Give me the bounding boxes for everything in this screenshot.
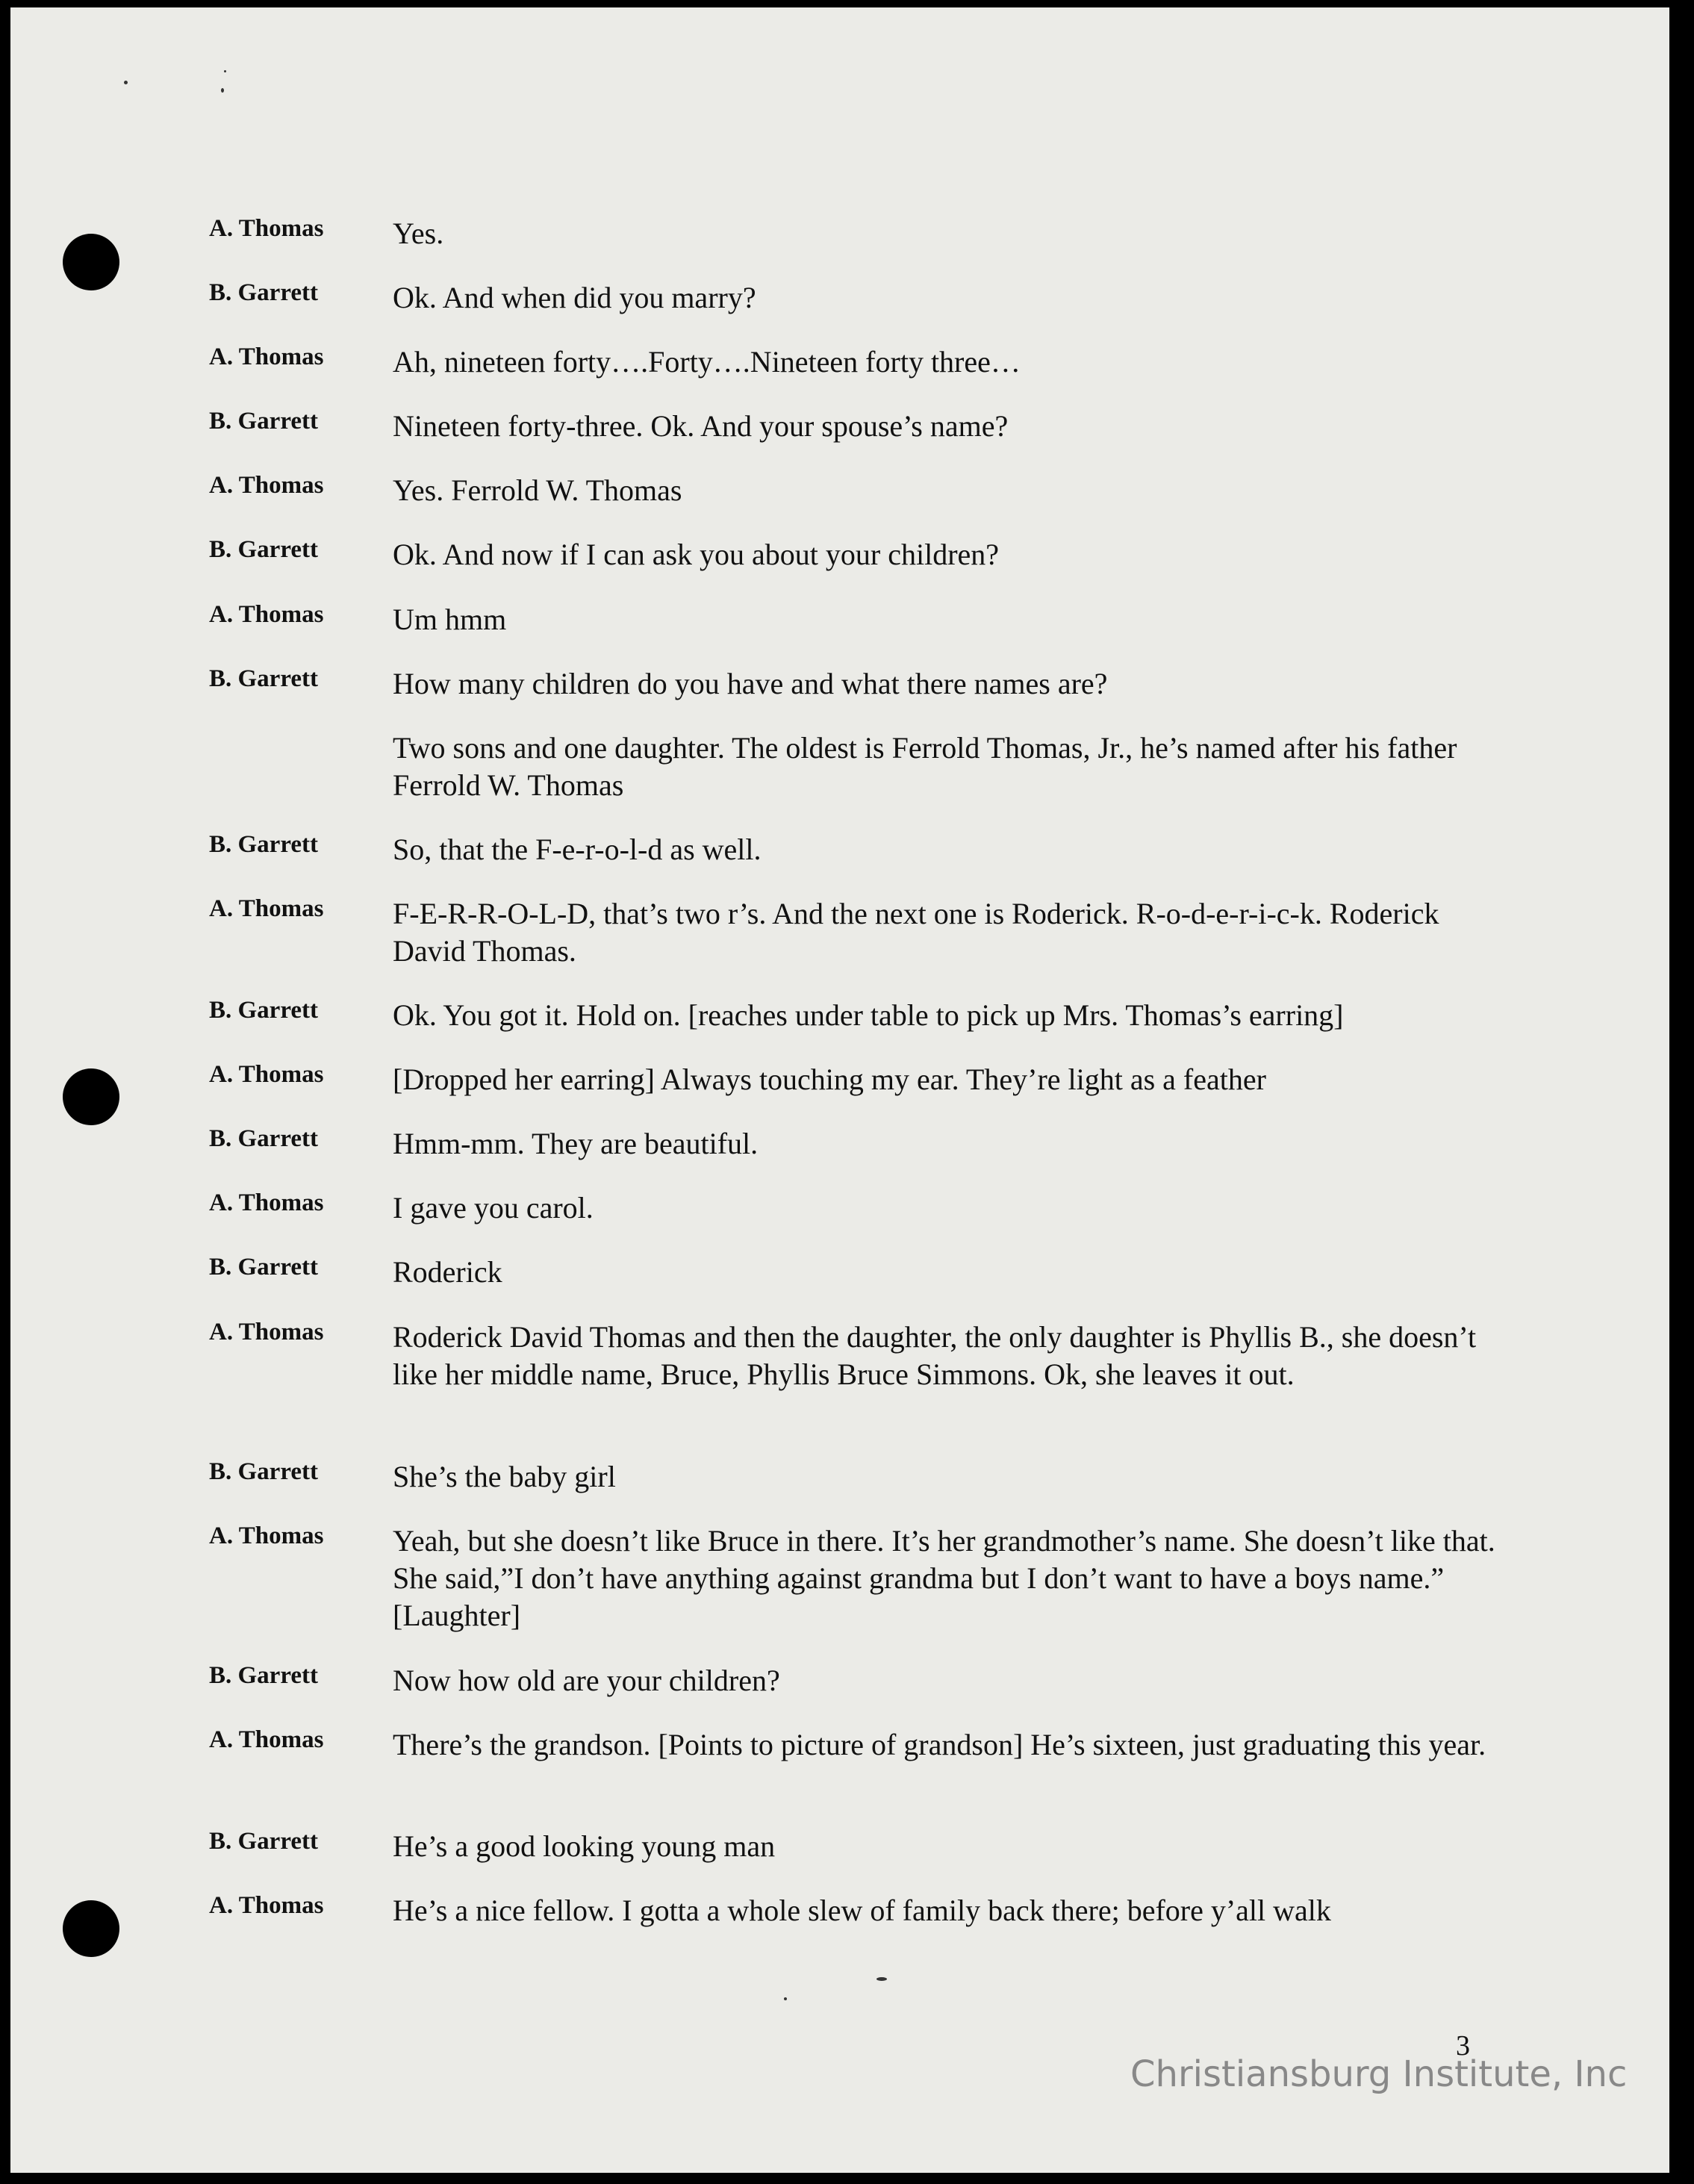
utterance-text: Yes. Ferrold W. Thomas [393, 473, 682, 507]
paper-speck [221, 88, 224, 93]
speaker-name: A. Thomas [209, 1892, 324, 1919]
utterance-text: Ok. And now if I can ask you about your children? [393, 538, 1000, 571]
paper-speck [876, 1977, 887, 1981]
utterance-text: Now how old are your children? [393, 1664, 780, 1697]
speaker-name: A. Thomas [209, 1726, 324, 1753]
paper-speck [224, 70, 226, 72]
speaker-name: B. Garrett [209, 665, 319, 692]
utterance-text: She’s the baby girl [393, 1460, 616, 1493]
speaker-name: B. Garrett [209, 1125, 319, 1152]
speaker-name: B. Garrett [209, 997, 319, 1024]
document-page [10, 7, 1669, 2173]
utterance-text: Two sons and one daughter. The oldest is Ferrold Thomas, Jr., he’s named after his father Ferrold W. Thomas [393, 731, 1457, 802]
utterance-text: He’s a good looking young man [393, 1829, 776, 1863]
speaker-name: B. Garrett [209, 1458, 319, 1485]
speaker-name: B. Garrett [209, 279, 319, 306]
utterance-text: Ok. And when did you marry? [393, 281, 756, 314]
utterance-text: F-E-R-R-O-L-D, that’s two r’s. And the next one is Roderick. R-o-d-e-r-i-c-k. Roderick David Thomas. [393, 897, 1439, 968]
utterance-text: Roderick [393, 1255, 502, 1289]
speaker-name: A. Thomas [209, 1522, 324, 1549]
utterance-text: I gave you carol. [393, 1191, 594, 1225]
speaker-name: A. Thomas [209, 472, 324, 499]
speaker-name: B. Garrett [209, 408, 319, 435]
utterance-text: Ah, nineteen forty….Forty….Nineteen forty three… [393, 345, 1021, 379]
utterance-text: Nineteen forty-three. Ok. And your spouse’s name? [393, 409, 1009, 443]
speaker-name: A. Thomas [209, 215, 324, 242]
page-number: 3 [1456, 2030, 1470, 2062]
speaker-name: A. Thomas [209, 1189, 324, 1216]
speaker-name: A. Thomas [209, 601, 324, 628]
utterance-text: He’s a nice fellow. I gotta a whole slew of family back there; before y’all walk [393, 1894, 1331, 1927]
speaker-name: B. Garrett [209, 1254, 319, 1281]
utterance-text: Roderick David Thomas and then the daughter, the only daughter is Phyllis B., she doesn’t like her middle name, Bruce, Phyllis Bruce Simmons. Ok, she leaves it out. [393, 1320, 1477, 1391]
utterance-text: [Dropped her earring] Always touching my ear. They’re light as a feather [393, 1063, 1266, 1096]
utterance-text: Yes. [393, 217, 444, 250]
utterance-text: How many children do you have and what there names are? [393, 667, 1108, 700]
speaker-name: A. Thomas [209, 895, 324, 922]
speaker-name: B. Garrett [209, 1662, 319, 1689]
utterance-text: So, that the F-e-r-o-l-d as well. [393, 833, 762, 866]
speaker-name: A. Thomas [209, 1061, 324, 1088]
utterance-text: Ok. You got it. Hold on. [reaches under table to pick up Mrs. Thomas’s earring] [393, 998, 1344, 1032]
paper-speck [784, 1997, 787, 2000]
binder-hole-middle [63, 1068, 119, 1125]
binder-hole-top [63, 234, 119, 290]
watermark: Christiansburg Institute, Inc [1130, 2053, 1628, 2095]
speaker-name: B. Garrett [209, 1828, 319, 1855]
speaker-name: A. Thomas [209, 343, 324, 370]
speaker-name: B. Garrett [209, 831, 319, 858]
paper-speck [124, 81, 128, 84]
speaker-name: B. Garrett [209, 536, 319, 563]
utterance-text: Yeah, but she doesn’t like Bruce in there. It’s her grandmother’s name. She doesn’t like that. She said,”I don’t have anything against grandma but I don’t want to have a boys name.” [Laughter] [393, 1524, 1495, 1632]
utterance-text: Hmm-mm. They are beautiful. [393, 1127, 759, 1160]
speaker-name: A. Thomas [209, 1319, 324, 1345]
binder-hole-bottom [63, 1900, 119, 1957]
utterance-text: There’s the grandson. [Points to picture of grandson] He’s sixteen, just graduating this year. [393, 1728, 1486, 1761]
utterance-text: Um hmm [393, 603, 507, 636]
